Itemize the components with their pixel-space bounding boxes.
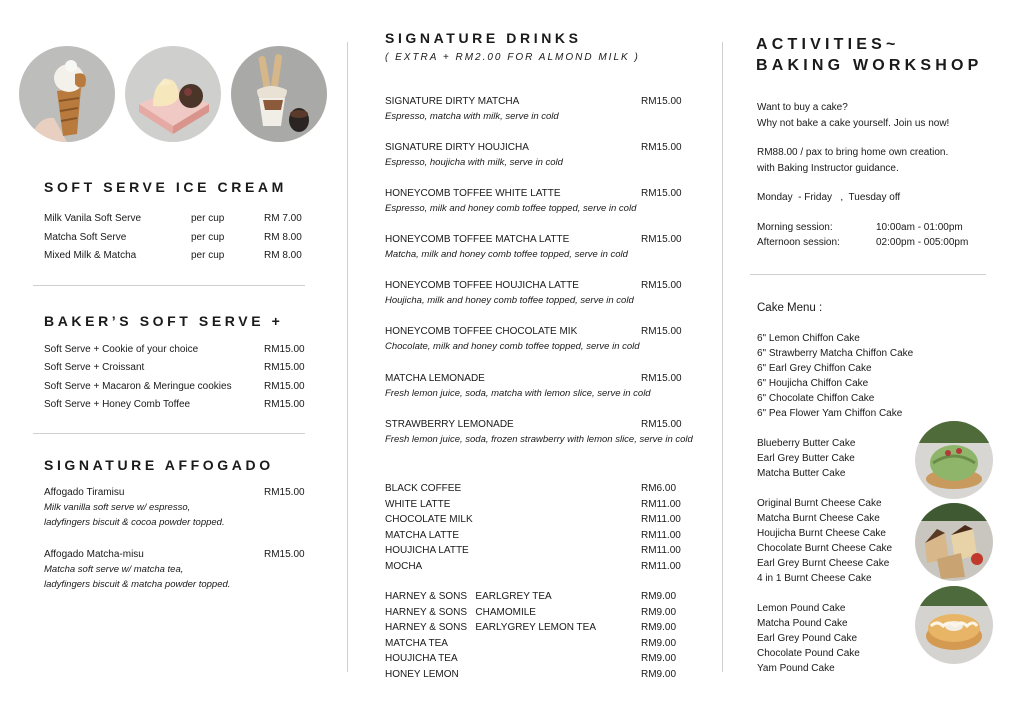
- soft-serve-heading: SOFT SERVE ICE CREAM: [44, 179, 287, 195]
- menu-item-name: Soft Serve + Macaron & Meringue cookies: [44, 381, 232, 392]
- affogado-heading: SIGNATURE AFFOGADO: [44, 457, 274, 473]
- drink-name: HONEYCOMB TOFFEE HOUJICHA LATTE: [385, 280, 579, 291]
- cake-item: Matcha Butter Cake: [757, 468, 846, 479]
- section-divider: [33, 285, 305, 286]
- baking-workshop-heading: BAKING WORKSHOP: [756, 57, 983, 74]
- cake-item: Earl Grey Butter Cake: [757, 453, 855, 464]
- menu-item-name: Mixed Milk & Matcha: [44, 250, 137, 261]
- cake-menu-title: Cake Menu :: [757, 302, 823, 314]
- soft-serve-box-photo: [125, 46, 221, 142]
- drink-price: RM9.00: [641, 669, 677, 680]
- cake-item: Yam Pound Cake: [757, 663, 835, 674]
- menu-item-name: Milk Vanila Soft Serve: [44, 213, 142, 224]
- menu-item-price: RM15.00: [264, 549, 305, 560]
- session-time: 02:00pm - 005:00pm: [876, 237, 969, 248]
- cake-item: Houjicha Burnt Cheese Cake: [757, 528, 886, 539]
- drink-price: RM15.00: [641, 96, 682, 107]
- drink-name: HARNEY & SONS EARLGREY TEA: [385, 591, 552, 602]
- activities-heading: ACTIVITIES~: [756, 36, 900, 53]
- menu-item-price: RM15.00: [264, 487, 305, 498]
- menu-item-description: Milk vanilla soft serve w/ espresso,: [44, 502, 191, 513]
- drink-price: RM6.00: [641, 483, 677, 494]
- drink-name: MATCHA TEA: [385, 638, 448, 649]
- cake-item: 6" Lemon Chiffon Cake: [757, 333, 860, 344]
- menu-item-price: RM15.00: [264, 381, 305, 392]
- drink-price: RM15.00: [641, 280, 682, 291]
- menu-item-price: RM 7.00: [264, 213, 302, 224]
- workshop-price: RM88.00 / pax to bring home own creation.: [757, 147, 949, 158]
- drink-description: Espresso, milk and honey comb toffee topped, serve in cold: [385, 203, 637, 214]
- menu-item-unit: per cup: [191, 232, 225, 243]
- almond-milk-note: ( EXTRA + RM2.00 FOR ALMOND MILK ): [385, 52, 640, 63]
- drink-price: RM11.00: [641, 561, 681, 572]
- menu-item-price: RM 8.00: [264, 232, 302, 243]
- cake-item: Lemon Pound Cake: [757, 603, 846, 614]
- cake-item: 6" Earl Grey Chiffon Cake: [757, 363, 872, 374]
- drink-price: RM11.00: [641, 499, 681, 510]
- burnt-cheese-cake-photo: [915, 503, 993, 581]
- drink-name: SIGNATURE DIRTY MATCHA: [385, 96, 520, 107]
- workshop-intro: Why not bake a cake yourself. Join us now!: [757, 118, 950, 129]
- menu-item-price: RM 8.00: [264, 250, 302, 261]
- lemon-pound-cake-photo: [915, 586, 993, 664]
- drink-name: BLACK COFFEE: [385, 483, 462, 494]
- session-label: Morning session:: [757, 222, 833, 233]
- drink-description: Espresso, matcha with milk, serve in cold: [385, 111, 559, 122]
- drink-description: Houjicha, milk and honey comb toffee topped, serve in cold: [385, 295, 634, 306]
- drink-price: RM9.00: [641, 638, 677, 649]
- drink-price: RM15.00: [641, 188, 682, 199]
- drink-price: RM11.00: [641, 545, 681, 556]
- drink-description: Fresh lemon juice, soda, matcha with lemon slice, serve in cold: [385, 388, 651, 399]
- menu-item-price: RM15.00: [264, 399, 305, 410]
- menu-item-name: Soft Serve + Croissant: [44, 362, 145, 373]
- menu-item-description: ladyfingers biscuit & matcha powder topped.: [44, 579, 231, 590]
- cake-item: Earl Grey Burnt Cheese Cake: [757, 558, 890, 569]
- cake-item: Original Burnt Cheese Cake: [757, 498, 882, 509]
- drink-name: HONEYCOMB TOFFEE CHOCOLATE MIK: [385, 326, 578, 337]
- cake-item: Earl Grey Pound Cake: [757, 633, 858, 644]
- menu-item-name: Affogado Tiramisu: [44, 487, 125, 498]
- menu-item-description: Matcha soft serve w/ matcha tea,: [44, 564, 184, 575]
- drink-description: Chocolate, milk and honey comb toffee topped, serve in cold: [385, 341, 640, 352]
- drink-name: CHOCOLATE MILK: [385, 514, 473, 525]
- croissant-soft-serve-photo: [19, 46, 115, 142]
- section-divider: [33, 433, 305, 434]
- cake-item: Matcha Burnt Cheese Cake: [757, 513, 880, 524]
- drink-price: RM15.00: [641, 373, 682, 384]
- session-time: 10:00am - 01:00pm: [876, 222, 963, 233]
- menu-item-name: Affogado Matcha-misu: [44, 549, 144, 560]
- menu-item-price: RM15.00: [264, 362, 305, 373]
- drink-name: MOCHA: [385, 561, 423, 572]
- drink-name: STRAWBERRY LEMONADE: [385, 419, 514, 430]
- drink-description: Fresh lemon juice, soda, frozen strawberry with lemon slice, serve in cold: [385, 434, 693, 445]
- workshop-intro: Want to buy a cake?: [757, 102, 848, 113]
- bakers-soft-serve-heading: BAKER’S SOFT SERVE +: [44, 313, 284, 329]
- drink-name: MATCHA LATTE: [385, 530, 460, 541]
- drink-price: RM11.00: [641, 514, 681, 525]
- cake-item: Chocolate Pound Cake: [757, 648, 860, 659]
- drink-name: HOUJICHA LATTE: [385, 545, 469, 556]
- drink-price: RM9.00: [641, 622, 677, 633]
- workshop-price: with Baking Instructor guidance.: [757, 163, 899, 174]
- drink-price: RM15.00: [641, 419, 682, 430]
- drink-price: RM15.00: [641, 326, 682, 337]
- menu-item-price: RM15.00: [264, 344, 305, 355]
- cake-item: 6" Chocolate Chiffon Cake: [757, 393, 875, 404]
- drink-name: HARNEY & SONS EARLYGREY LEMON TEA: [385, 622, 596, 633]
- signature-drinks-heading: SIGNATURE DRINKS: [385, 30, 582, 46]
- drink-name: SIGNATURE DIRTY HOUJICHA: [385, 142, 529, 153]
- menu-item-name: Soft Serve + Honey Comb Toffee: [44, 399, 191, 410]
- drink-price: RM15.00: [641, 234, 682, 245]
- drink-description: Matcha, milk and honey comb toffee topped, serve in cold: [385, 249, 628, 260]
- cake-item: 6" Pea Flower Yam Chiffon Cake: [757, 408, 903, 419]
- cake-item: 6" Strawberry Matcha Chiffon Cake: [757, 348, 914, 359]
- drink-price: RM9.00: [641, 653, 677, 664]
- drink-price: RM15.00: [641, 142, 682, 153]
- drink-name: HARNEY & SONS CHAMOMILE: [385, 607, 536, 618]
- menu-item-unit: per cup: [191, 250, 225, 261]
- matcha-butter-cake-photo: [915, 421, 993, 499]
- drink-name: MATCHA LEMONADE: [385, 373, 485, 384]
- session-label: Afternoon session:: [757, 237, 840, 248]
- section-divider: [750, 274, 986, 275]
- menu-item-unit: per cup: [191, 213, 225, 224]
- menu-item-name: Soft Serve + Cookie of your choice: [44, 344, 199, 355]
- cake-item: Chocolate Burnt Cheese Cake: [757, 543, 893, 554]
- column-divider-right: [722, 42, 723, 672]
- drink-description: Espresso, houjicha with milk, serve in cold: [385, 157, 563, 168]
- column-divider-left: [347, 42, 348, 672]
- drink-name: WHITE LATTE: [385, 499, 451, 510]
- cake-item: 6" Houjicha Chiffon Cake: [757, 378, 869, 389]
- workshop-days: Monday - Friday , Tuesday off: [757, 192, 901, 203]
- menu-item-description: ladyfingers biscuit & cocoa powder topped.: [44, 517, 225, 528]
- cake-item: Matcha Pound Cake: [757, 618, 848, 629]
- cake-item: 4 in 1 Burnt Cheese Cake: [757, 573, 872, 584]
- cake-item: Blueberry Butter Cake: [757, 438, 856, 449]
- menu-item-name: Matcha Soft Serve: [44, 232, 127, 243]
- drink-price: RM9.00: [641, 607, 677, 618]
- drink-name: HOUJICHA TEA: [385, 653, 458, 664]
- drink-price: RM9.00: [641, 591, 677, 602]
- drink-name: HONEY LEMON: [385, 669, 459, 680]
- churro-soft-serve-photo: [231, 46, 327, 142]
- drink-name: HONEYCOMB TOFFEE MATCHA LATTE: [385, 234, 570, 245]
- drink-name: HONEYCOMB TOFFEE WHITE LATTE: [385, 188, 561, 199]
- drink-price: RM11.00: [641, 530, 681, 541]
